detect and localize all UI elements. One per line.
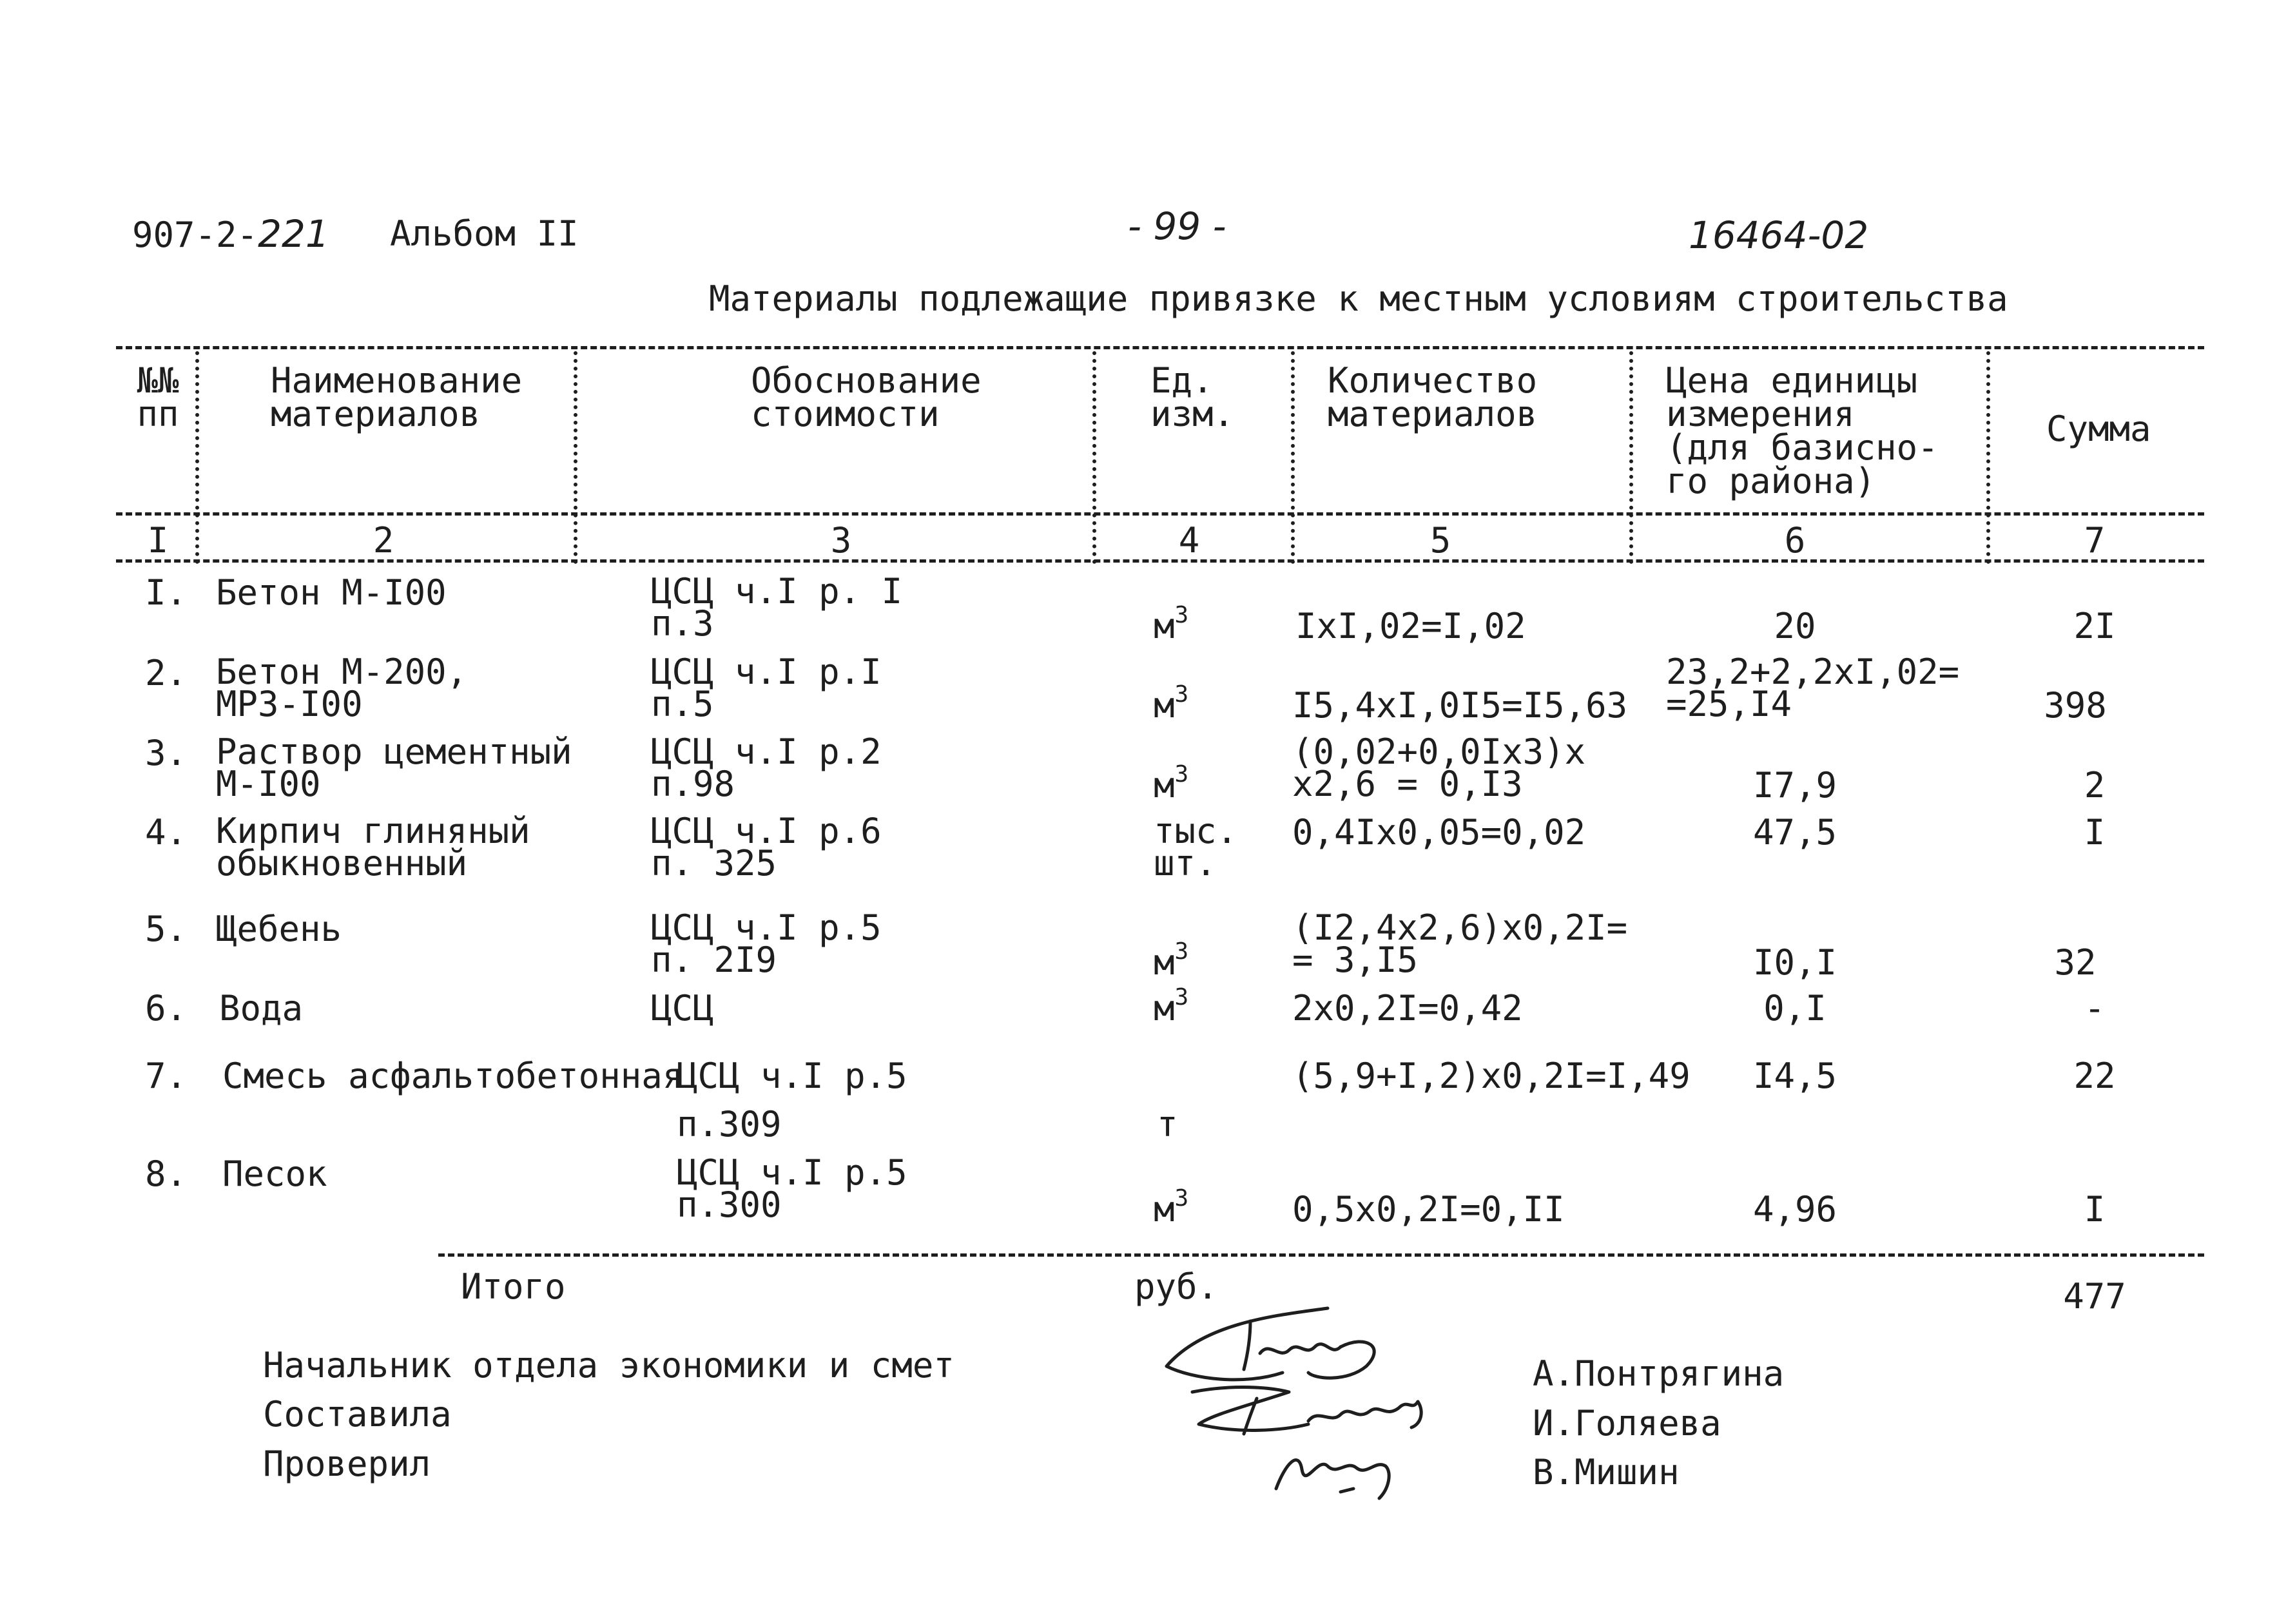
cost-basis: ЦСЦ ч.I р. I п.3 [651, 571, 903, 644]
column-number: 4 [1178, 520, 1200, 561]
sum: 2I [2073, 606, 2116, 646]
cost-basis: ЦСЦ ч.I р.6 п. 325 [651, 811, 882, 884]
column-header-no: №№ пп [137, 360, 179, 434]
row-number: 4. [145, 812, 188, 853]
column-number: 6 [1784, 520, 1806, 561]
sum: I [2084, 812, 2106, 853]
material-name: Песок [222, 1154, 327, 1194]
cost-basis: ЦСЦ ч.I р.5 [677, 1056, 907, 1096]
cost-basis: ЦСЦ ч.I р.2 п.98 [651, 731, 882, 804]
column-divider [1986, 351, 1990, 564]
quantity: 2x0,2I=0,42 [1292, 988, 1523, 1029]
total-rule [438, 1253, 2204, 1257]
unit: тыс. шт. [1154, 811, 1238, 884]
column-divider [195, 351, 199, 564]
column-number: 5 [1429, 520, 1451, 561]
total-value: 477 [2063, 1276, 2126, 1317]
quantity: I5,4xI,0I5=I5,63 [1292, 685, 1628, 726]
unit: $м^3$ [1154, 938, 1189, 983]
signatory-name: В.Мишин [1533, 1452, 1680, 1493]
column-divider [1629, 351, 1633, 564]
material-name: Смесь асфальтобетонная [222, 1056, 684, 1096]
column-divider [574, 351, 577, 564]
column-header-basis: Обоснование стоимости [751, 360, 982, 434]
column-number: 7 [2084, 520, 2106, 561]
column-header-name: Наименование материалов [271, 360, 523, 434]
unit-price: I7,9 [1752, 765, 1837, 806]
cost-basis: ЦСЦ ч.I р.5 п. 2I9 [651, 907, 882, 980]
handwritten-signature [1154, 1295, 1489, 1508]
quantity: 0,4Ix0,05=0,02 [1292, 812, 1586, 853]
unit-price: 4,96 [1752, 1189, 1837, 1230]
column-number-rule [116, 559, 2204, 563]
row-number: 2. [145, 653, 188, 693]
quantity: 0,5x0,2I=0,II [1292, 1189, 1565, 1230]
column-header-sum: Сумма [2046, 409, 2151, 449]
quantity: (I2,4x2,6)x0,2I= = 3,I5 [1292, 907, 1628, 980]
total-label: Итого [461, 1266, 566, 1307]
doc-code: 907-2-221 [132, 212, 329, 256]
column-header-unit: Ед. изм. [1150, 360, 1235, 434]
signatory-name: А.Понтрягина [1533, 1353, 1785, 1394]
column-number: 3 [830, 520, 852, 561]
material-name: Кирпич глиняный обыкновенный [216, 811, 530, 884]
signature-role: Проверил [263, 1444, 431, 1484]
row-number: 8. [145, 1154, 188, 1194]
sum: 32 [2054, 942, 2097, 983]
unit: $м^3$ [1154, 984, 1189, 1029]
unit-price: 0,I [1763, 988, 1826, 1029]
material-name: Щебень [216, 909, 342, 949]
unit: $м^3$ [1154, 1185, 1189, 1230]
unit: $м^3$ [1154, 681, 1189, 726]
signature-role: Начальник отдела экономики и смет [263, 1345, 954, 1386]
cost-basis: ЦСЦ ч.I р.5 п.300 [677, 1152, 907, 1225]
sum: I [2084, 1189, 2106, 1230]
album-label: Альбом II [390, 213, 579, 254]
quantity: (5,9+I,2)x0,2I=I,49 [1292, 1056, 1691, 1096]
header-bottom-rule [116, 512, 2204, 516]
unit: т [1157, 1104, 1178, 1145]
signatory-name: И.Голяева [1533, 1403, 1721, 1444]
column-number: I [147, 520, 169, 561]
cost-basis: ЦСЦ ч.I р.I п.5 [651, 652, 882, 724]
column-divider [1291, 351, 1295, 564]
unit-price: I0,I [1752, 942, 1837, 983]
row-number: 7. [145, 1056, 188, 1096]
cost-basis: ЦСЦ [651, 988, 714, 1029]
archive-number: 16464-02 [1689, 213, 1869, 257]
unit: $м^3$ [1154, 761, 1189, 806]
unit-price: I4,5 [1752, 1056, 1837, 1096]
sum: 398 [2044, 685, 2107, 726]
total-unit: руб. [1134, 1266, 1219, 1307]
column-header-price: Цена единицы измерения (для базисно- го района) [1666, 360, 1939, 501]
row-number: I. [145, 572, 188, 613]
quantity: (0,02+0,0Ix3)x x2,6 = 0,I3 [1292, 731, 1586, 804]
material-name: Бетон М-200, МРЗ-I00 [216, 652, 468, 724]
unit-price: 47,5 [1752, 812, 1837, 853]
signature-role: Составила [263, 1394, 452, 1435]
sum: 22 [2073, 1056, 2116, 1096]
cost-basis-item: п.309 [677, 1104, 782, 1145]
sum: - [2084, 988, 2106, 1029]
row-number: 6. [145, 988, 188, 1029]
column-divider [1092, 351, 1096, 564]
page-number: - 99 - [1128, 204, 1226, 248]
unit-price: 20 [1774, 606, 1816, 646]
unit: $м^3$ [1154, 602, 1189, 646]
material-name: Раствор цементный М-I00 [216, 731, 572, 804]
unit-price: 23,2+2,2xI,02= =25,I4 [1666, 652, 1960, 724]
row-number: 5. [145, 909, 188, 949]
material-name: Вода [219, 988, 304, 1029]
material-name: Бетон М-I00 [216, 572, 447, 613]
column-number: 2 [373, 520, 394, 561]
row-number: 3. [145, 733, 188, 773]
table-top-rule [116, 346, 2204, 349]
sum: 2 [2084, 765, 2106, 806]
quantity: IxI,02=I,02 [1295, 606, 1526, 646]
column-header-qty: Количество материалов [1328, 360, 1538, 434]
page-title: Материалы подлежащие привязке к местным условиям строительства [709, 278, 2008, 319]
